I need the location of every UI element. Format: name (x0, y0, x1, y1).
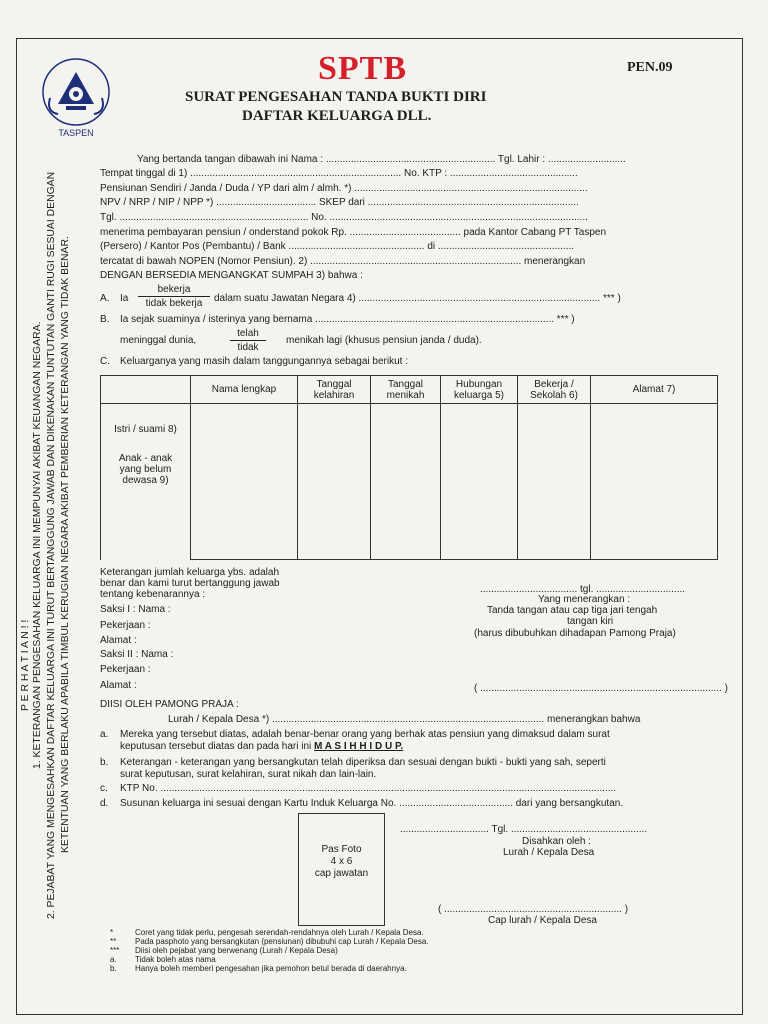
fraction-telah (230, 328, 266, 353)
pamong-b-line1: Keterangan - keterangan yang bersangkutan telah diperiksa dan sesuai dengan bukti - bukti yang sah, seperti (120, 757, 606, 768)
subtitle-line2: DAFTAR KELUARGA DLL. (242, 108, 432, 124)
footnote-mark-4: a. (110, 955, 117, 964)
taspen-logo (36, 52, 116, 142)
footnote-text-3: Diisi oleh pejabat yang berwenang (Lurah / Kepala Desa) (135, 946, 338, 955)
meninggal-label: meninggal dunia, (120, 335, 197, 346)
pamong-a-line2-text: keputusan tersebut diatas dan pada hari ini (120, 741, 312, 752)
cell-hubungan[interactable] (441, 404, 518, 560)
ttd-line3: (harus dibubuhkan dihadapan Pamong Praja) (474, 628, 676, 639)
row-anak-label: Anak - anak yang belum dewasa 9) (118, 453, 173, 486)
sidebar-note-1: 1. KETERANGAN PENGESAHAN KELUARGA INI MEMPUNYAI AKIBAT KEUANGAN NEGARA. (32, 321, 43, 769)
saksi1-pekerjaan[interactable]: Pekerjaan : (100, 620, 151, 631)
saksi1-alamat[interactable]: Alamat : (100, 635, 137, 646)
form-title: SPTB (318, 50, 408, 87)
pamong-b-line2: surat keputusan, surat kelahiran, surat nikah dan lain-lain. (120, 769, 377, 780)
lurah-signature-field[interactable]: ( ................................................................ ) (438, 904, 629, 915)
pamong-d-label: d. (100, 798, 109, 809)
field-nopen[interactable]: tercatat di bawah NOPEN (Nomor Pensiun). 2) ............................................................................ menerangkan (100, 256, 586, 267)
pamong-a-line2 (120, 741, 403, 752)
ket-line2: benar dan kami turut bertanggung jawab (100, 578, 280, 589)
family-table (100, 375, 718, 560)
kartu-keluarga-field[interactable]: Susunan keluarga ini sesuai dengan Kartu Induk Keluarga No. ......................................... dari yang bersangkutan. (120, 798, 624, 809)
item-a-ia: Ia (120, 293, 129, 304)
pamong-date-field[interactable]: ................................ Tgl. ................................................. (400, 824, 648, 835)
field-jawatan[interactable]: dalam suatu Jawatan Negara 4) ....................................................................................... *** ) (214, 293, 621, 304)
footnote-text-4: Tidak boleh atas nama (135, 955, 216, 964)
field-pensiunan[interactable]: Pensiunan Sendiri / Janda / Duda / YP dari alm / almh. *) .................................................................................... (100, 183, 588, 194)
saksi2-pekerjaan[interactable]: Pekerjaan : (100, 664, 151, 675)
col-tgl-menikah: Tanggal menikah (371, 376, 441, 404)
photo-box[interactable] (298, 813, 385, 926)
ktp-field[interactable]: KTP No. .................................................................................................................................................................... (120, 783, 617, 794)
item-c-label: C. (100, 356, 110, 367)
fraction-bottom: tidak (237, 342, 259, 353)
item-a-label: A. (100, 293, 110, 304)
saksi2-nama[interactable]: Saksi II : Nama : (100, 649, 174, 660)
lurah-field[interactable]: Lurah / Kepala Desa *) .................................................................................................. menerangkan bahwa (168, 714, 641, 725)
field-kantor[interactable]: (Persero) / Kantor Pos (Pembantu) / Bank ................................................. di ................................................. (100, 241, 575, 252)
table-row[interactable] (101, 404, 718, 560)
fraction-bottom: tidak bekerja (145, 298, 203, 309)
cap-lurah: Cap lurah / Kepala Desa (488, 915, 597, 926)
row-istri-label: Istri / suami 8) (114, 424, 177, 435)
col-alamat: Alamat 7) (591, 376, 718, 404)
cell-nama[interactable] (191, 404, 298, 560)
field-nama[interactable]: Yang bertanda tangan dibawah ini Nama : ............................................................. Tgl. Lahir : ............................ (137, 154, 626, 165)
sumpah-statement: DENGAN BERSEDIA MENGANGKAT SUMPAH 3) bahwa : (100, 270, 363, 281)
row-label (101, 404, 191, 560)
pamong-a-label: a. (100, 729, 109, 740)
col-tgl-lahir: Tanggal kelahiran (298, 376, 371, 404)
lurah-kepala-desa: Lurah / Kepala Desa (503, 847, 595, 858)
col-hubungan: Hubungan keluarga 5) (441, 376, 518, 404)
cell-alamat[interactable] (591, 404, 718, 560)
ttd-line2: tangan kiri (567, 616, 614, 627)
disahkan-oleh: Disahkan oleh : (522, 836, 591, 847)
footnote-text-1: Coret yang tidak perlu, pengesah serendah-rendahnya oleh Lurah / Kepala Desa. (135, 928, 424, 937)
logo-text: TASPEN (58, 128, 94, 138)
item-b-label: B. (100, 314, 110, 325)
fraction-top: telah (237, 328, 259, 339)
fraction-top: bekerja (157, 284, 191, 295)
photo-label2: 4 x 6 (330, 856, 353, 867)
ttd-line1: Tanda tangan atau cap tiga jari tengah (487, 605, 658, 616)
field-tgl[interactable]: Tgl. .................................................................... No. ............................................................................................. (100, 212, 588, 223)
field-pembayaran[interactable]: menerima pembayaran pensiun / onderstand pokok Rp. ........................................ pada Kantor Cabang PT Taspen (100, 227, 607, 238)
footnote-mark-2: ** (110, 937, 117, 946)
sidebar-attention-title: P E R H A T I A N ! ! (20, 619, 31, 711)
footnote-mark-3: *** (110, 946, 120, 955)
keluarga-heading: Keluarganya yang masih dalam tanggungannya sebagai berikut : (120, 356, 408, 367)
pamong-a-line1: Mereka yang tersebut diatas, adalah benar-benar orang yang berhak atas pensiun yang dimaksud dalam surat (120, 729, 610, 740)
field-pasangan[interactable]: Ia sejak suaminya / isterinya yang bernama ...................................................................................... *** ) (120, 314, 575, 325)
footnote-text-2: Pada pasphoto yang bersangkutan (pensiunan) dibubuhi cap Lurah / Kepala Desa. (135, 937, 429, 946)
ket-line3: tentang kebenarannya : (100, 589, 206, 600)
pamong-b-label: b. (100, 757, 109, 768)
masih-hidup: M A S I H H I D U P. (314, 741, 404, 752)
cell-bekerja[interactable] (518, 404, 591, 560)
photo-label1: Pas Foto (321, 844, 362, 855)
footnote-mark-5: b. (110, 964, 117, 973)
col-bekerja: Bekerja / Sekolah 6) (518, 376, 591, 404)
field-npv[interactable]: NPV / NRP / NIP / NPP *) .................................... SKEP dari ............................................................................ (100, 197, 579, 208)
saksi2-alamat[interactable]: Alamat : (100, 680, 137, 691)
col-nama: Nama lengkap (191, 376, 298, 404)
saksi1-nama[interactable]: Saksi I : Nama : (100, 604, 171, 615)
form-code: PEN.09 (627, 60, 673, 75)
subtitle-line1: SURAT PENGESAHAN TANDA BUKTI DIRI (185, 89, 487, 105)
footnote-text-5: Hanya boleh memberi pengesahan jika pemohon betul berada di daerahnya. (135, 964, 407, 973)
menikah-lagi-text: menikah lagi (khusus pensiun janda / duda). (286, 335, 482, 346)
sidebar-note-2: 2. PEJABAT YANG MENGESAHKAN DAFTAR KELUARGA INI TURUT BERTANGGUNG JAWAB DAN DIKENAKAN TUNTUTAN GANTI RUGI SESUAI DENGAN (46, 171, 57, 919)
pamong-title: DIISI OLEH PAMONG PRAJA : (100, 699, 239, 710)
field-tempat-tinggal[interactable]: Tempat tinggal di 1) ............................................................................ No. KTP : .............................................. (100, 168, 578, 179)
pamong-c-label: c. (100, 783, 108, 794)
sidebar-note-3: KETENTUAN YANG BERLAKU APABILA TIMBUL KERUGIAN NEGARA AKIBAT PEMBERIAN KETERANGAN YANG TIDAK BENAR. (60, 236, 71, 854)
signature-field[interactable]: ( ....................................................................................... ) (474, 683, 728, 694)
cell-tgl-lahir[interactable] (298, 404, 371, 560)
photo-label3: cap jawatan (314, 868, 369, 879)
witness-date-field[interactable]: ................................... tgl. ................................ (480, 584, 686, 595)
footnote-mark-1: * (110, 928, 114, 937)
ket-line1: Keterangan jumlah keluarga ybs. adalah (100, 567, 280, 578)
cell-tgl-menikah[interactable] (371, 404, 441, 560)
col-empty (101, 376, 191, 404)
fraction-bekerja (138, 284, 210, 309)
yang-menerangkan: Yang menerangkan : (538, 594, 631, 605)
table-header-row (101, 376, 718, 404)
